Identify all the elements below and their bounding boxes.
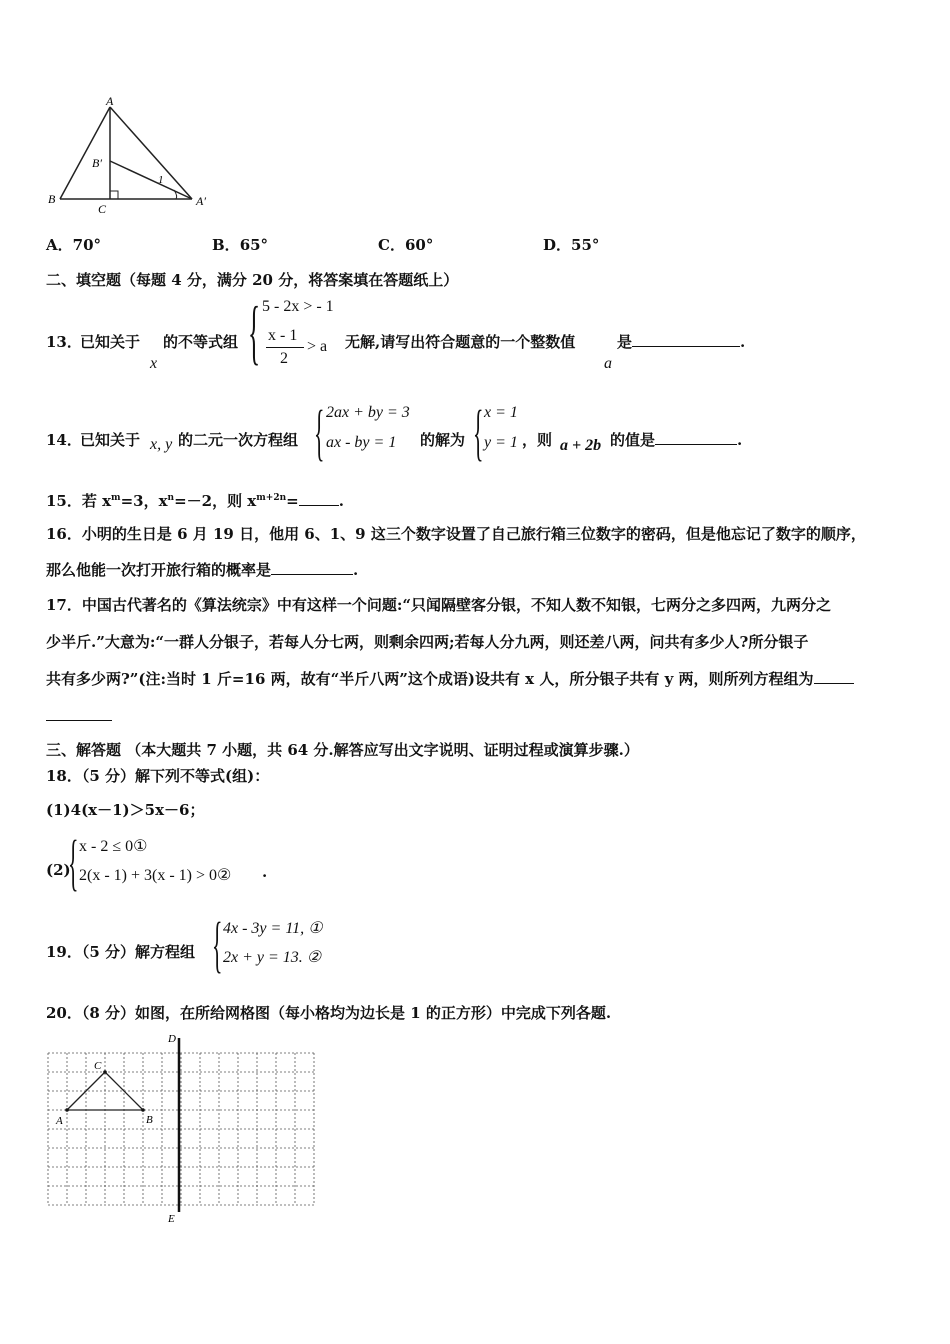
option-c: C．60° (378, 236, 434, 254)
option-b: B．65° (212, 236, 269, 254)
q14-post: 的值是 . (610, 431, 743, 449)
q13-frac-bar (266, 347, 304, 348)
q13-tail: 是 . (617, 333, 746, 351)
q18-end: . (262, 863, 268, 881)
option-d: D．55° (543, 236, 600, 254)
q17-line1: 17．中国古代著名的《算法统宗》中有这样一个问题:“只闻隔壁客分银，不知人数不知银，七两分之多四两，九两分之 (46, 596, 832, 614)
q13-pre: 已知关于 (80, 333, 141, 351)
q14-eq1: 2ax + by = 3 (326, 404, 410, 421)
q13-mid: 的不等式组 (163, 333, 239, 351)
point-C (103, 1070, 107, 1074)
grid-label-A: A (56, 1115, 63, 1127)
q17-answer-blank-1[interactable] (814, 669, 854, 684)
q13-frac-den: 2 (280, 350, 288, 367)
q19-brace: { (212, 911, 223, 979)
q15: 15．若 $x^m=3$，$x^n=-2$，则 $x^{m+2n}=$ . (46, 492, 344, 510)
label-A: A (106, 95, 114, 108)
q14-expr: a + 2b (560, 437, 602, 454)
q14-sol-brace: { (473, 399, 484, 467)
q13-frac-rhs: > a (307, 338, 328, 355)
q13-frac-num: x - 1 (268, 327, 298, 344)
q13-post: 无解,请写出符合题意的一个整数值 (345, 333, 576, 351)
q14-answer-blank[interactable] (655, 430, 737, 445)
label-B: B (48, 192, 56, 206)
q19-eq1: 4x - 3y = 11, ① (223, 920, 323, 937)
q16-line2: 那么他能一次打开旅行箱的概率是 . (46, 561, 359, 579)
q17-line3: 共有多少两?”(注:当时 1 斤=16 两，故有“半斤八两”这个成语)设共有 x 人，所分银子共有 y 两，则所列方程组为 (46, 669, 854, 689)
q14-sol2: y = 1 (484, 434, 518, 451)
q18-part1: (1)4(x－1)＞5x－6； (46, 801, 205, 819)
section-3-title: 三、解答题 （本大题共 7 小题，共 64 分.解答应写出文字说明、证明过程或演算步骤.） (46, 741, 639, 759)
section-2-title: 二、填空题（每题 4 分，满分 20 分，将答案填在答题纸上） (46, 271, 459, 289)
q14-brace: { (314, 399, 325, 467)
grid-label-E: E (168, 1213, 175, 1225)
q17-answer-blank-2[interactable] (46, 720, 112, 721)
q13-ineq1: 5 - 2x > - 1 (262, 298, 334, 315)
q16-line1: 16．小明的生日是 6 月 19 日，他用 6、1、9 这三个数字设置了自己旅行箱三位数字的密码，但是他忘记了数字的顺序， (46, 525, 866, 543)
grid-label-B: B (146, 1114, 153, 1126)
q14-then: ，则 (522, 431, 553, 449)
q19-title: 19．（5 分）解方程组 (46, 943, 196, 961)
q13-answer-blank[interactable] (632, 332, 740, 347)
q18-ineq1: x - 2 ≤ 0① (79, 838, 148, 855)
q13-num: 13． (46, 333, 82, 351)
q19-eq2: 2x + y = 13. ② (223, 949, 322, 966)
option-a: A．70° (46, 236, 102, 254)
q14-num: 14． (46, 431, 82, 449)
grid-label-C: C (94, 1060, 102, 1072)
q20-title: 20．（8 分）如图，在所给网格图（每小格均为边长是 1 的正方形）中完成下列各题. (46, 1004, 612, 1022)
triangle-figure (40, 95, 220, 215)
q18-part2-label: (2) (46, 861, 71, 879)
q14-vars: x, y (150, 436, 173, 453)
q14-sol1: x = 1 (484, 404, 518, 421)
q18-ineq2: 2(x - 1) + 3(x - 1) > 0② (79, 867, 232, 884)
q14-mid: 的二元一次方程组 (178, 431, 299, 449)
label-B-prime: B′ (92, 156, 102, 170)
q13-var-a: a (604, 355, 612, 372)
grid-figure (40, 1030, 330, 1230)
label-angle-1: 1 (158, 174, 164, 186)
label-C: C (98, 202, 107, 215)
grid-label-D: D (168, 1033, 176, 1045)
q14-eq2: ax - by = 1 (326, 434, 397, 451)
q18-brace: { (68, 829, 79, 897)
q15-answer-blank[interactable] (299, 491, 339, 506)
q16-answer-blank[interactable] (271, 560, 353, 575)
q14-pre: 已知关于 (80, 431, 141, 449)
q13-brace: { (248, 292, 261, 372)
point-B (141, 1108, 145, 1112)
q14-sol-pre: 的解为 (420, 431, 466, 449)
grid-lines (48, 1053, 314, 1205)
q18-title: 18．（5 分）解下列不等式(组)： (46, 767, 270, 785)
point-A (65, 1108, 69, 1112)
q13-var-x: x (150, 355, 158, 372)
q17-line2: 少半斤.”大意为:“一群人分银子，若每人分七两，则剩余四两;若每人分九两，则还差八两，问共有多少人?所分银子 (46, 633, 809, 651)
label-A-prime: A′ (196, 194, 206, 208)
